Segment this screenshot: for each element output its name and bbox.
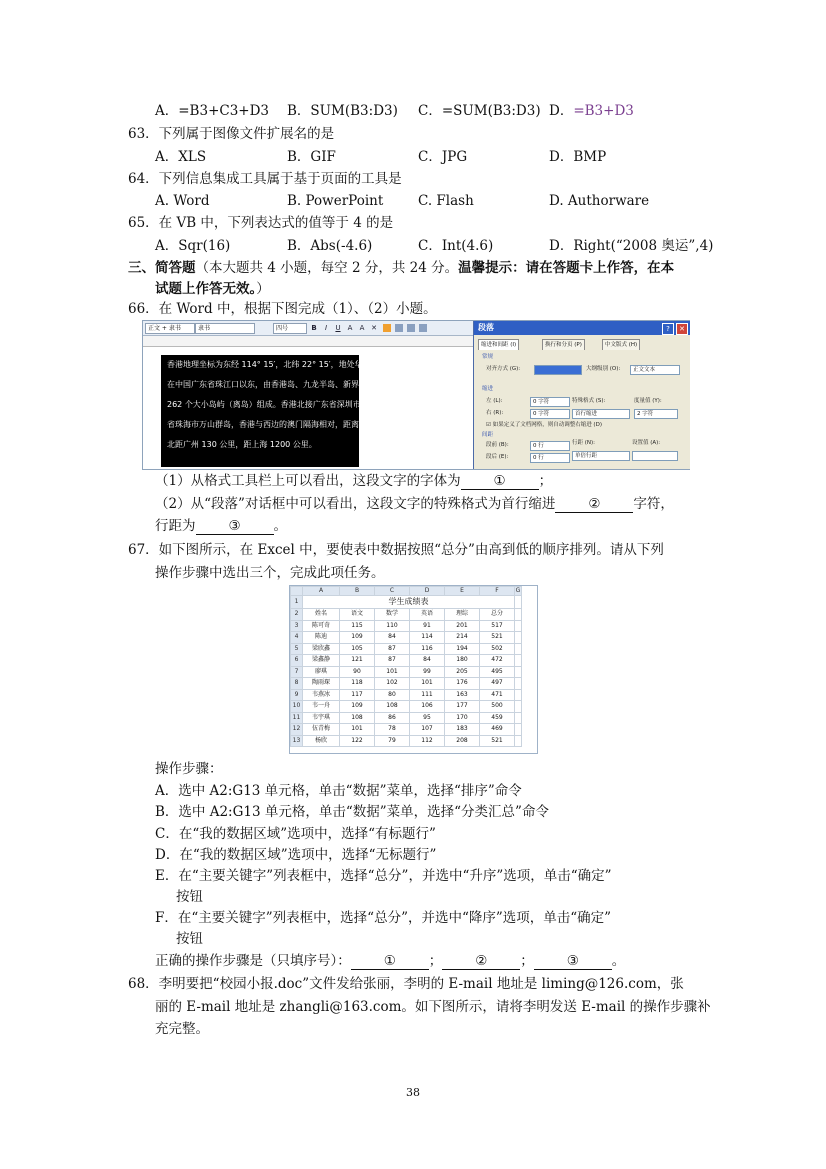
style-box: 正文 + 隶书	[145, 323, 195, 334]
highlight-icon	[383, 324, 391, 332]
table-cell: 521	[480, 632, 515, 644]
table-row	[291, 655, 522, 667]
table-cell: 111	[410, 689, 445, 701]
table-cell: 90	[340, 666, 375, 678]
q62-option-d	[549, 102, 634, 120]
italic-icon: I	[324, 324, 328, 332]
table-row	[291, 643, 522, 655]
table-row	[291, 701, 522, 713]
row-head: 11	[291, 712, 303, 724]
table-row	[291, 724, 522, 736]
help-icon[interactable]: ?	[662, 323, 674, 335]
left-indent-label: 左 (L):	[486, 398, 503, 404]
empty-cell	[515, 655, 522, 667]
header-total: 总分	[480, 609, 515, 621]
section3-heading-line2	[155, 280, 270, 298]
paragraph-line-3: 262 个大小岛屿（离岛）组成。香港北接广东省深圳市，南望广东	[167, 400, 401, 409]
row-head: 1	[291, 596, 303, 609]
row-head: 12	[291, 724, 303, 736]
column-header-row	[291, 587, 522, 596]
row-head: 9	[291, 689, 303, 701]
q63-stem: 63．下列属于图像文件扩展名的是	[128, 126, 335, 142]
q67-answer-line	[155, 952, 625, 970]
table-cell: 497	[480, 678, 515, 690]
table-cell: 495	[480, 666, 515, 678]
q63-option-c: C．JPG	[418, 149, 468, 165]
q62-option-b: B．SUM(B3:D3)	[287, 103, 398, 119]
table-cell: 112	[410, 735, 445, 747]
table-cell: 502	[480, 643, 515, 655]
q66-part2-end: 字符，	[633, 496, 674, 512]
step-f: F．在“主要关键字”列表框中，选择“总分”，并选中“降序”选项，单击“确定”	[155, 910, 612, 926]
page-number: 38	[406, 1086, 420, 1099]
align-icon	[395, 324, 403, 332]
spacing-group: 间距	[482, 432, 494, 438]
table-cell: 471	[480, 689, 515, 701]
tab-indent-spacing[interactable]: 缩进和间距 (I)	[478, 339, 519, 350]
col-head-a: A	[303, 587, 340, 596]
selected-paragraph	[161, 355, 407, 467]
section3-heading	[128, 259, 674, 277]
empty-cell	[515, 724, 522, 736]
table-cell: 梁鑫静	[303, 655, 340, 667]
table-cell: 廖琪	[303, 666, 340, 678]
q64-option-d: D. Authorware	[549, 193, 650, 209]
table-cell: 95	[410, 712, 445, 724]
empty-cell	[515, 701, 522, 713]
col-head-e: E	[445, 587, 480, 596]
right-indent-label: 右 (R):	[486, 410, 504, 416]
step-b: B．选中 A2:G13 单元格，单击“数据”菜单，选择“分类汇总”命令	[155, 804, 549, 820]
paragraph-line-1: 香港地理坐标为东经 114° 15′，北纬 22° 15′，地处华南沿岸，	[167, 360, 395, 369]
table-cell: 194	[445, 643, 480, 655]
table-cell: 110	[375, 620, 410, 632]
underline-icon: U	[335, 324, 341, 332]
table-cell: 208	[445, 735, 480, 747]
row-head: 2	[291, 609, 303, 621]
table-cell: 517	[480, 620, 515, 632]
row-head: 6	[291, 655, 303, 667]
table-cell: 107	[410, 724, 445, 736]
q67-answer-text: 正确的操作步骤是（只填序号）：	[155, 953, 351, 969]
q67-stem-line1: 67．如下图所示，在 Excel 中，要使表中数据按照“总分”由高到低的顺序排列。请从下列	[128, 542, 664, 558]
q66-part3-text: 行距为	[155, 518, 196, 534]
row-head: 5	[291, 643, 303, 655]
empty-cell	[515, 735, 522, 747]
table-cell: 80	[375, 689, 410, 701]
q65-option-a: A．Sqr(16)	[155, 238, 231, 254]
table-body	[291, 620, 522, 747]
table-cell: 205	[445, 666, 480, 678]
table-cell: 韦一舟	[303, 701, 340, 713]
col-head-f: F	[480, 587, 515, 596]
section3-paren: （本大题共 4 小题，每空 2 分，共 24 分。	[195, 260, 459, 276]
q68-line1: 68．李明要把“校园小报.doc”文件发给张丽，李明的 E-mail 地址是 liming@126.com，张	[128, 976, 684, 992]
q64-stem: 64．下列信息集成工具属于基于页面的工具是	[128, 171, 402, 187]
line-spacing-label: 行距 (N):	[572, 440, 596, 446]
table-cell: 472	[480, 655, 515, 667]
table-cell: 86	[375, 712, 410, 724]
table-cell: 杨欣	[303, 735, 340, 747]
table-cell: 170	[445, 712, 480, 724]
table-cell: 102	[375, 678, 410, 690]
section3-tip-line2: 试题上作答无效。	[155, 281, 257, 297]
dialog-title: 段落	[474, 321, 690, 335]
measure-label: 度量值 (Y):	[634, 398, 662, 404]
q63-option-b: B．GIF	[287, 149, 336, 165]
q66-blank-3: ③	[196, 519, 274, 535]
score-table	[290, 586, 522, 747]
q65-stem: 65．在 VB 中，下列表达式的值等于 4 的是	[128, 215, 394, 231]
empty-cell	[515, 596, 522, 609]
q67-sep-2: ；	[520, 953, 534, 969]
header-math: 数学	[375, 609, 410, 621]
table-cell: 500	[480, 701, 515, 713]
table-row	[291, 632, 522, 644]
table-cell: 韦宇琪	[303, 712, 340, 724]
q67-blank-1: ①	[351, 954, 429, 970]
q64-option-a: A. Word	[155, 193, 210, 209]
table-title: 学生成绩表	[303, 596, 515, 609]
q66-part1	[155, 472, 552, 490]
table-cell: 459	[480, 712, 515, 724]
align-select[interactable]	[534, 365, 582, 375]
size-box: 四号	[273, 323, 307, 334]
set-value-label: 设置值 (A):	[632, 440, 661, 446]
q62-option-a: A．=B3+C3+D3	[155, 103, 270, 119]
document-area	[143, 347, 473, 469]
line-spacing-select[interactable]: 单倍行距	[572, 451, 630, 461]
table-cell: 109	[340, 701, 375, 713]
step-e: E．在“主要关键字”列表框中，选择“总分”，并选中“升序”选项，单击“确定”	[155, 868, 612, 884]
table-cell: 陈可奇	[303, 620, 340, 632]
corner-cell	[291, 587, 303, 596]
table-cell: 105	[340, 643, 375, 655]
section3-tip: 温馨提示：请在答题卡上作答，在本	[458, 260, 675, 276]
table-cell: 87	[375, 655, 410, 667]
row-head: 7	[291, 666, 303, 678]
q67-blank-3: ③	[534, 954, 612, 970]
paragraph-dialog	[473, 321, 690, 469]
table-header-row	[291, 609, 522, 621]
table-row	[291, 678, 522, 690]
row-head: 8	[291, 678, 303, 690]
q67-stem-line2: 操作步骤中选出三个，完成此项任务。	[155, 565, 385, 581]
font-box: 隶书	[195, 323, 255, 334]
table-cell: 84	[375, 632, 410, 644]
outline-label: 大纲级别 (O):	[586, 366, 621, 372]
table-cell: 108	[340, 712, 375, 724]
table-cell: 163	[445, 689, 480, 701]
empty-cell	[515, 609, 522, 621]
scale-icon: ✕	[371, 324, 377, 332]
table-cell: 陶雨琛	[303, 678, 340, 690]
q63-option-d: D．BMP	[549, 149, 607, 165]
tab-asian-typography[interactable]: 中文版式 (H)	[602, 339, 640, 350]
align-right-icon	[407, 324, 415, 332]
char-border-icon: A	[359, 324, 365, 332]
table-cell: 101	[340, 724, 375, 736]
section3-title: 三、简答题	[128, 260, 196, 276]
table-cell: 122	[340, 735, 375, 747]
q66-stem: 66．在 Word 中，根据下图完成（1）、（2）小题。	[128, 301, 437, 317]
indent-group: 缩进	[482, 386, 494, 392]
q68-line2: 丽的 E-mail 地址是 zhangli@163.com。如下图所示，请将李明发送 E-mail 的操作步骤补	[155, 999, 711, 1015]
general-group: 常规	[482, 354, 494, 360]
before-label: 段前 (B):	[486, 442, 509, 448]
step-c: C．在“我的数据区域”选项中，选择“有标题行”	[155, 826, 436, 842]
word-toolbar	[143, 321, 473, 336]
step-a: A．选中 A2:G13 单元格，单击“数据”菜单，选择“排序”命令	[155, 783, 522, 799]
q66-blank-1: ①	[461, 474, 539, 490]
table-cell: 469	[480, 724, 515, 736]
header-chinese: 语文	[340, 609, 375, 621]
q65-option-c: C．Int(4.6)	[418, 238, 494, 254]
table-cell: 101	[375, 666, 410, 678]
empty-cell	[515, 712, 522, 724]
right-indent-input[interactable]: 0 字符	[530, 409, 570, 419]
set-value-input[interactable]	[632, 451, 678, 461]
table-cell: 176	[445, 678, 480, 690]
table-row	[291, 689, 522, 701]
col-head-c: C	[375, 587, 410, 596]
row-head: 3	[291, 620, 303, 632]
table-cell: 183	[445, 724, 480, 736]
excel-screenshot	[289, 585, 538, 754]
empty-cell	[515, 666, 522, 678]
q66-part2-text: （2）从“段落”对话框中可以看出，这段文字的特殊格式为首行缩进	[155, 496, 556, 512]
table-cell: 214	[445, 632, 480, 644]
table-row	[291, 666, 522, 678]
table-cell: 116	[410, 643, 445, 655]
table-cell: 109	[340, 632, 375, 644]
q65-option-d: D．Right(“2008 奥运”,4)	[549, 238, 714, 254]
q67-blank-2: ②	[442, 954, 520, 970]
special-select[interactable]: 首行缩进	[572, 409, 630, 419]
row-head: 13	[291, 735, 303, 747]
paragraph-line-5: 北距广州 130 公里，距上海 1200 公里。	[167, 440, 317, 449]
table-cell: 91	[410, 620, 445, 632]
q66-part2	[155, 495, 674, 513]
table-row	[291, 735, 522, 747]
font-color-icon: A	[347, 324, 353, 332]
q62-option-c: C．=SUM(B3:D3)	[418, 103, 541, 119]
tab-line-page-breaks[interactable]: 换行和分页 (P)	[542, 339, 585, 350]
word-screenshot	[142, 320, 690, 470]
empty-cell	[515, 689, 522, 701]
table-cell: 114	[410, 632, 445, 644]
table-cell: 180	[445, 655, 480, 667]
col-head-d: D	[410, 587, 445, 596]
q62-option-d-value: =B3+D3	[573, 103, 634, 119]
empty-cell	[515, 632, 522, 644]
table-cell: 101	[410, 678, 445, 690]
list-icon	[419, 324, 427, 332]
ruler	[143, 336, 473, 347]
paragraph-line-4: 省珠海市万山群岛，香港与西边的澳门隔海相对，距离为 61 公里，	[167, 420, 407, 429]
steps-title: 操作步骤：	[155, 761, 223, 777]
step-d: D．在“我的数据区域”选项中，选择“无标题行”	[155, 847, 437, 863]
empty-cell	[515, 643, 522, 655]
col-head-b: B	[340, 587, 375, 596]
table-cell: 201	[445, 620, 480, 632]
col-head-g: G	[515, 587, 521, 594]
table-cell: 117	[340, 689, 375, 701]
table-cell: 177	[445, 701, 480, 713]
table-cell: 陈迪	[303, 632, 340, 644]
q63-option-a: A．XLS	[155, 149, 207, 165]
q66-part3	[155, 517, 287, 535]
table-cell: 84	[410, 655, 445, 667]
paragraph-line-2: 在中国广东省珠江口以东，由香港岛、九龙半岛、新界内陆地区以及	[167, 380, 407, 389]
q68-line3: 充完整。	[155, 1021, 209, 1037]
table-cell: 118	[340, 678, 375, 690]
table-cell: 521	[480, 735, 515, 747]
table-row	[291, 620, 522, 632]
row-head: 10	[291, 701, 303, 713]
section3-close: ）	[256, 281, 270, 297]
special-label: 特殊格式 (S):	[572, 398, 606, 404]
q64-option-c: C. Flash	[418, 193, 474, 209]
q67-end: 。	[611, 953, 626, 969]
measure-input[interactable]: 2 字符	[634, 409, 678, 419]
align-label: 对齐方式 (G):	[486, 366, 521, 372]
before-input[interactable]: 0 行	[530, 441, 570, 451]
q67-sep-1: ；	[428, 953, 443, 969]
q66-part1-end: ；	[538, 473, 553, 489]
after-label: 段后 (E):	[486, 454, 509, 460]
auto-adjust-label: 如果定义了文档网格，则自动调整右缩进 (D)	[492, 422, 602, 428]
table-cell: 121	[340, 655, 375, 667]
q66-part3-end: 。	[273, 518, 287, 534]
table-cell: 韦燕冰	[303, 689, 340, 701]
outline-select[interactable]: 正文文本	[630, 365, 680, 375]
table-cell: 梁欣鑫	[303, 643, 340, 655]
table-cell: 87	[375, 643, 410, 655]
table-cell: 115	[340, 620, 375, 632]
table-cell: 伍青梅	[303, 724, 340, 736]
table-cell: 106	[410, 701, 445, 713]
q64-option-b: B. PowerPoint	[287, 193, 384, 209]
empty-cell	[515, 620, 522, 632]
table-cell: 79	[375, 735, 410, 747]
header-name: 姓名	[303, 609, 340, 621]
row-head: 4	[291, 632, 303, 644]
header-science: 理综	[445, 609, 480, 621]
header-english: 英语	[410, 609, 445, 621]
table-row	[291, 596, 522, 609]
q65-option-b: B．Abs(-4.6)	[287, 238, 373, 254]
q66-blank-2: ②	[555, 497, 633, 513]
auto-adjust-checkbox[interactable]: ☑ 如果定义了文档网格，则自动调整右缩进 (D)	[486, 422, 602, 428]
after-input[interactable]: 0 行	[530, 453, 570, 463]
bold-icon: B	[311, 324, 317, 332]
table-cell: 78	[375, 724, 410, 736]
close-icon[interactable]: ✕	[676, 323, 688, 335]
empty-cell	[515, 678, 522, 690]
step-e-cont: 按钮	[176, 889, 203, 905]
table-row	[291, 712, 522, 724]
table-cell: 108	[375, 701, 410, 713]
q66-part1-text: （1）从格式工具栏上可以看出，这段文字的字体为	[155, 473, 461, 489]
q62-option-d-letter: D．	[549, 103, 574, 119]
left-indent-input[interactable]: 0 字符	[530, 397, 570, 407]
step-f-cont: 按钮	[176, 931, 203, 947]
table-cell: 99	[410, 666, 445, 678]
